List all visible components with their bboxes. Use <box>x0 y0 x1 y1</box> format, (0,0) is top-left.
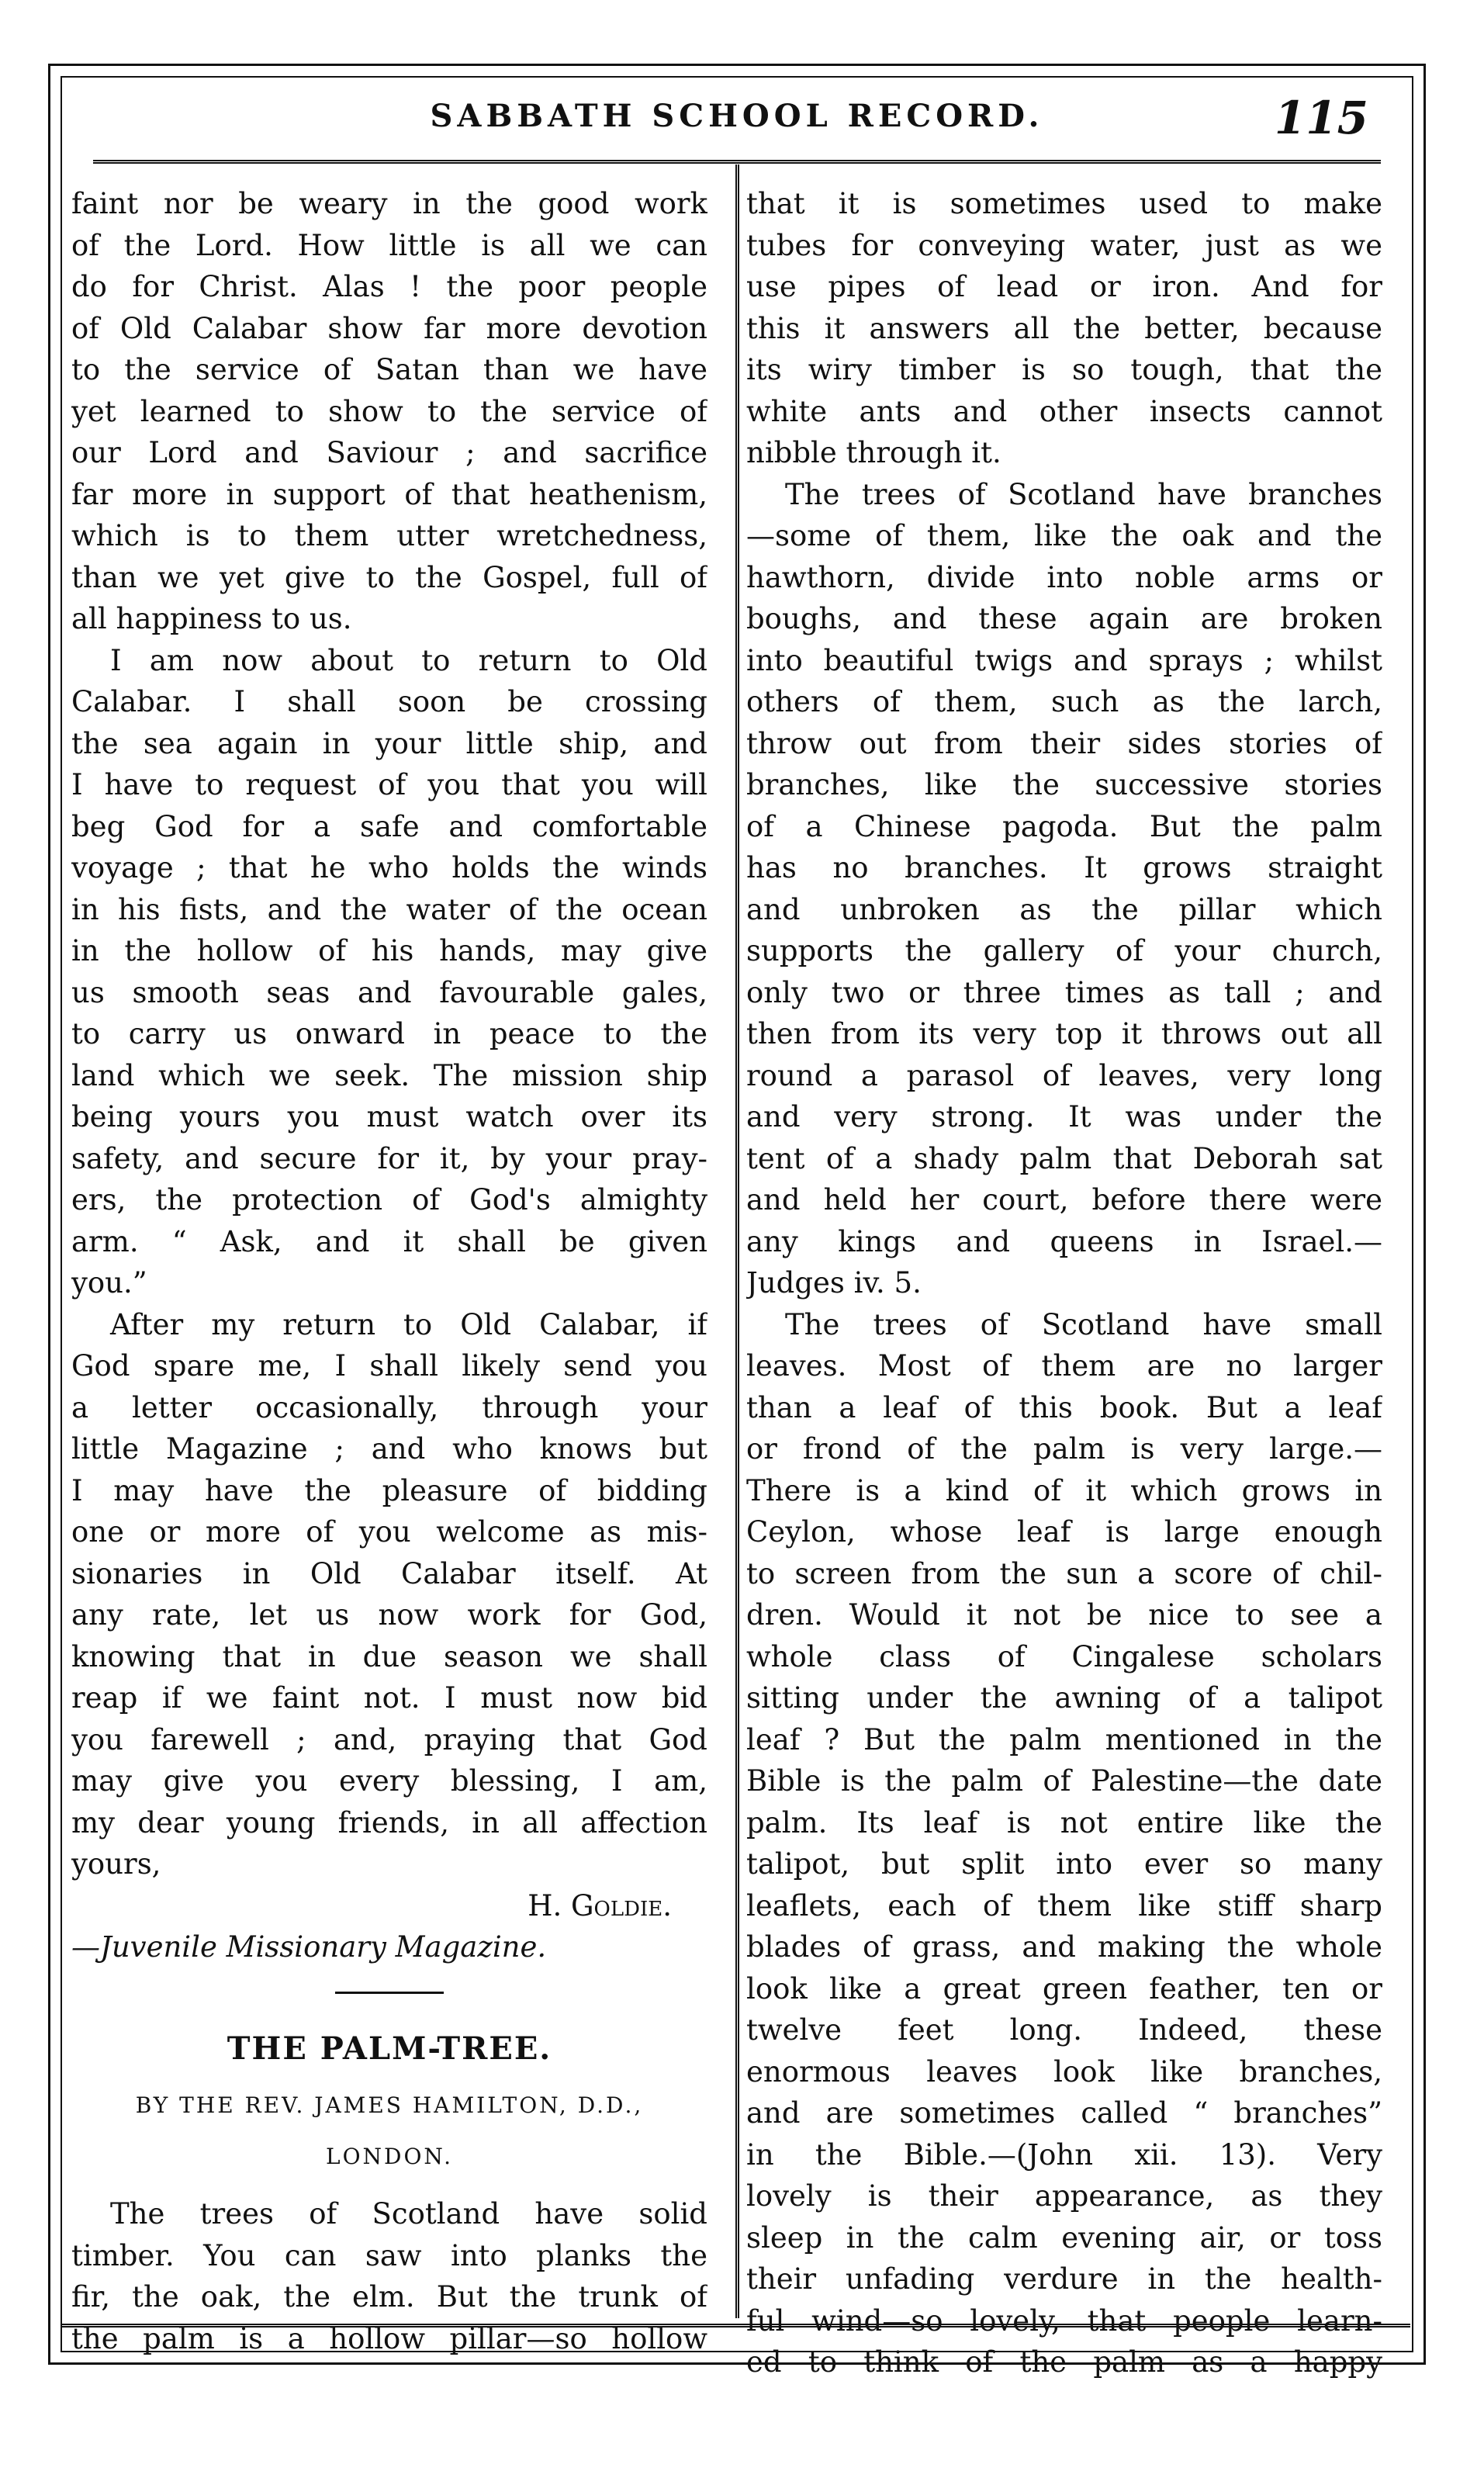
text-line: faint nor be weary in the good work <box>71 187 707 220</box>
text-line: may give you every blessing, I am, <box>71 1764 707 1798</box>
text-line: I may have the pleasure of bidding <box>71 1473 707 1507</box>
text-line: and are sometimes called “ branches” <box>746 2096 1382 2130</box>
text-line: land which we seek. The mission ship <box>71 1058 707 1092</box>
text-line: supports the gallery of your church, <box>746 934 1382 967</box>
article-title: THE PALM-TREE. <box>227 2030 552 2067</box>
text-line: a letter occasionally, through your <box>71 1390 707 1424</box>
text-line: leaflets, each of them like stiff sharp <box>746 1888 1382 1923</box>
text-line: of Old Calabar show far more devotion <box>71 311 707 345</box>
text-line: others of them, such as the larch, <box>746 685 1382 718</box>
text-line: Bible is the palm of Palestine—the date <box>746 1764 1382 1798</box>
text-line: you.” <box>71 1266 147 1300</box>
text-line: of the Lord. How little is all we can <box>71 228 707 262</box>
article-byline-location: LONDON. <box>325 2144 454 2169</box>
text-line: ers, the protection of God's almighty <box>71 1183 707 1217</box>
text-line: Judges iv. 5. <box>746 1266 922 1300</box>
text-line: Ceylon, whose leaf is large enough <box>746 1515 1382 1549</box>
text-line: nibble through it. <box>746 436 1001 469</box>
palm-leaves-paragraph <box>746 1304 1382 2383</box>
text-line: fir, the oak, the elm. But the trunk of <box>71 2280 707 2314</box>
text-line: palm. Its leaf is not entire like the <box>746 1805 1382 1840</box>
text-line: or frond of the palm is very large.— <box>746 1432 1382 1466</box>
text-line: The trees of Scotland have small <box>785 1307 1382 1341</box>
text-line: leaf ? But the palm mentioned in the <box>746 1722 1382 1756</box>
text-line: one or more of you welcome as mis- <box>71 1515 707 1549</box>
text-line: only two or three times as tall ; and <box>746 975 1382 1009</box>
text-line: blades of grass, and making the whole <box>746 1930 1382 1964</box>
text-line: in his fists, and the water of the ocean <box>71 892 707 926</box>
text-line: has no branches. It grows straight <box>746 851 1382 884</box>
text-line: which is to them utter wretchedness, <box>71 519 707 552</box>
text-line: sleep in the calm evening air, or toss <box>746 2220 1382 2255</box>
text-line: voyage ; that he who holds the winds <box>71 851 707 884</box>
text-line: I am now about to return to Old <box>110 643 707 677</box>
column-divider <box>735 164 739 2318</box>
page-number: 115 <box>1274 92 1368 144</box>
text-line: God spare me, I shall likely send you <box>71 1349 707 1383</box>
text-line: throw out from their sides stories of <box>746 726 1382 760</box>
article-separator <box>335 1992 444 1994</box>
text-line: hawthorn, divide into noble arms or <box>746 560 1382 594</box>
palm-trunk-paragraph <box>746 183 1382 474</box>
text-line: into beautiful twigs and sprays ; whilst <box>746 643 1382 677</box>
text-line: my dear young friends, in all affection <box>71 1805 707 1840</box>
text-line: and held her court, before there were <box>746 1183 1382 1217</box>
text-line: then from its very top it throws out all <box>746 1017 1382 1050</box>
text-line: this it answers all the better, because <box>746 311 1382 345</box>
text-line: than a leaf of this book. But a leaf <box>746 1390 1382 1424</box>
text-line: and very strong. It was under the <box>746 1100 1382 1133</box>
article-opening-paragraph <box>71 2193 707 2359</box>
text-line: sionaries in Old Calabar itself. At <box>71 1556 707 1590</box>
text-line: the palm is a hollow pillar—so hollow <box>71 2321 707 2355</box>
text-line: I have to request of you that you will <box>71 768 707 801</box>
article-byline: BY THE REV. JAMES HAMILTON, D.D., <box>135 2092 644 2118</box>
palm-branches-paragraph <box>746 474 1382 1304</box>
letter-paragraph-farewell <box>71 1304 707 1885</box>
text-line: safety, and secure for it, by your pray- <box>71 1141 707 1175</box>
text-line: twelve feet long. Indeed, these <box>746 2013 1382 2047</box>
text-line: in the Bible.—(John xii. 13). Very <box>746 2137 1382 2172</box>
text-line: any rate, let us now work for God, <box>71 1598 707 1632</box>
text-line: their unfading verdure in the health- <box>746 2262 1382 2296</box>
text-line: yours, <box>71 1847 161 1881</box>
text-line: There is a kind of it which grows in <box>746 1473 1382 1507</box>
text-line: ed to think of the palm as a happy <box>746 2345 1382 2379</box>
text-line: far more in support of that heathenism, <box>71 477 707 511</box>
text-line: us smooth seas and favourable gales, <box>71 975 707 1009</box>
text-line: tent of a shady palm that Deborah sat <box>746 1141 1382 1175</box>
text-line: the sea again in your little ship, and <box>71 726 707 760</box>
text-line: timber. You can saw into planks the <box>71 2238 707 2272</box>
text-line: all happiness to us. <box>71 602 352 635</box>
text-line: Calabar. I shall soon be crossing <box>71 685 707 718</box>
text-line: whole class of Cingalese scholars <box>746 1639 1382 1673</box>
text-line: being yours you must watch over its <box>71 1100 707 1133</box>
text-line: leaves. Most of them are no larger <box>746 1349 1382 1383</box>
text-line: its wiry timber is so tough, that the <box>746 353 1382 386</box>
text-line: of a Chinese pagoda. But the palm <box>746 809 1382 843</box>
text-line: arm. “ Ask, and it shall be given <box>71 1224 707 1258</box>
right-column <box>746 183 1382 2383</box>
text-line: ful wind—so lovely, that people learn- <box>746 2303 1382 2338</box>
text-line: little Magazine ; and who knows but <box>71 1432 707 1466</box>
text-line: enormous leaves look like branches, <box>746 2054 1382 2089</box>
page-header <box>93 87 1381 158</box>
text-line: talipot, but split into ever so many <box>746 1847 1382 1881</box>
text-line: —some of them, like the oak and the <box>746 519 1382 552</box>
text-line: round a parasol of leaves, very long <box>746 1058 1382 1092</box>
text-line: The trees of Scotland have branches <box>785 477 1382 511</box>
letter-closing-paragraph <box>71 183 707 640</box>
source-credit: —Juvenile Missionary Magazine. <box>71 1930 547 1964</box>
text-line: lovely is their appearance, as they <box>746 2179 1382 2213</box>
letter-signature: H. Goldie. <box>528 1888 672 1923</box>
text-line: dren. Would it not be nice to see a <box>746 1598 1382 1632</box>
text-line: to the service of Satan than we have <box>71 353 707 386</box>
running-head: SABBATH SCHOOL RECORD. <box>430 98 1044 134</box>
text-line: and unbroken as the pillar which <box>746 892 1382 926</box>
left-column <box>71 183 707 2359</box>
text-line: any kings and queens in Israel.— <box>746 1224 1382 1258</box>
text-line: use pipes of lead or iron. And for <box>746 270 1382 303</box>
text-line: reap if we faint not. I must now bid <box>71 1681 707 1715</box>
text-line: tubes for conveying water, just as we <box>746 228 1382 262</box>
text-line: to screen from the sun a score of chil- <box>746 1556 1382 1590</box>
text-line: The trees of Scotland have solid <box>110 2197 707 2231</box>
letter-paragraph-return <box>71 640 707 1304</box>
text-line: sitting under the awning of a talipot <box>746 1681 1382 1715</box>
text-line: you farewell ; and, praying that God <box>71 1722 707 1756</box>
text-line: that it is sometimes used to make <box>746 187 1382 220</box>
text-line: in the hollow of his hands, may give <box>71 934 707 967</box>
text-line: to carry us onward in peace to the <box>71 1017 707 1050</box>
text-line: boughs, and these again are broken <box>746 602 1382 635</box>
text-line: yet learned to show to the service of <box>71 394 707 428</box>
text-line: do for Christ. Alas ! the poor people <box>71 270 707 303</box>
spacer <box>71 2182 707 2193</box>
text-line: look like a great green feather, ten or <box>746 1971 1382 2006</box>
header-rule <box>93 160 1381 164</box>
text-line: than we yet give to the Gospel, full of <box>71 560 707 594</box>
text-line: our Lord and Saviour ; and sacrifice <box>71 436 707 469</box>
text-line: branches, like the successive stories <box>746 768 1382 801</box>
text-line: knowing that in due season we shall <box>71 1639 707 1673</box>
text-line: After my return to Old Calabar, if <box>110 1307 707 1341</box>
text-line: white ants and other insects cannot <box>746 394 1382 428</box>
text-line: beg God for a safe and comfortable <box>71 809 707 843</box>
